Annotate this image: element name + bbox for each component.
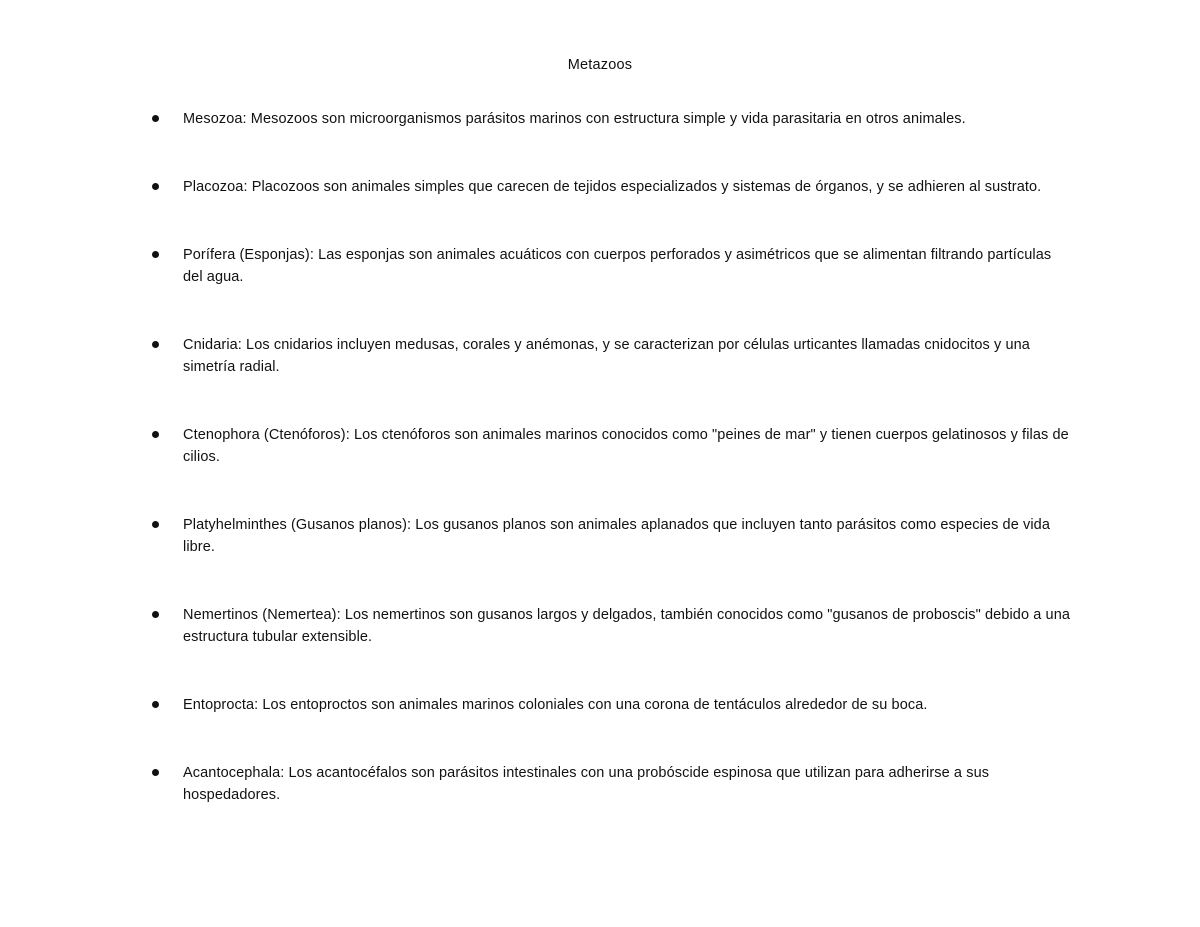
list-item-text: Acantocephala: Los acantocéfalos son parásitos intestinales con una probóscide espinosa que utilizan para adherirse a sus hospedadores. xyxy=(183,765,990,803)
list-item-cnidaria xyxy=(152,334,1072,378)
bullet-icon xyxy=(152,611,159,618)
bullet-icon xyxy=(152,115,159,122)
bullet-icon xyxy=(152,341,159,348)
bullet-icon xyxy=(152,701,159,708)
list-item-text: Mesozoa: Mesozoos son microorganismos parásitos marinos con estructura simple y vida parasitaria en otros animales. xyxy=(183,111,966,127)
list-item-text: Porífera (Esponjas): Las esponjas son animales acuáticos con cuerpos perforados y asimétricos que se alimentan filtrando partículas del agua. xyxy=(183,247,1052,285)
list-item-text: Nemertinos (Nemertea): Los nemertinos son gusanos largos y delgados, también conocidos como "gusanos de proboscis" debido a una estructura tubular extensible. xyxy=(183,607,1071,645)
list-item-text: Platyhelminthes (Gusanos planos): Los gusanos planos son animales aplanados que incluyen tanto parásitos como especies de vida libre. xyxy=(183,517,1051,555)
bullet-icon xyxy=(152,183,159,190)
list-item-acantocephala xyxy=(152,762,1072,806)
list-item-entoprocta xyxy=(152,694,1072,716)
list-item-text: Entoprocta: Los entoproctos son animales marinos coloniales con una corona de tentáculos alrededor de su boca. xyxy=(183,697,928,713)
list-item-porifera xyxy=(152,244,1072,288)
list-item-text: Placozoa: Placozoos son animales simples que carecen de tejidos especializados y sistemas de órganos, y se adhieren al sustrato. xyxy=(183,179,1042,195)
list-item-text: Cnidaria: Los cnidarios incluyen medusas, corales y anémonas, y se caracterizan por células urticantes llamadas cnidocitos y una simetría radial. xyxy=(183,337,1030,375)
bullet-icon xyxy=(152,251,159,258)
list-item-platyhelminthes xyxy=(152,514,1072,558)
bullet-icon xyxy=(152,521,159,528)
bullet-icon xyxy=(152,769,159,776)
metazoa-list xyxy=(152,108,1072,852)
list-item-nemertea xyxy=(152,604,1072,648)
document-title: Metazoos xyxy=(567,57,633,73)
list-item-placozoa xyxy=(152,176,1072,198)
list-item-ctenophora xyxy=(152,424,1072,468)
list-item-mesozoa xyxy=(152,108,1072,130)
bullet-icon xyxy=(152,431,159,438)
list-item-text: Ctenophora (Ctenóforos): Los ctenóforos son animales marinos conocidos como "peines de mar" y tienen cuerpos gelatinosos y filas de cilios. xyxy=(183,427,1069,465)
